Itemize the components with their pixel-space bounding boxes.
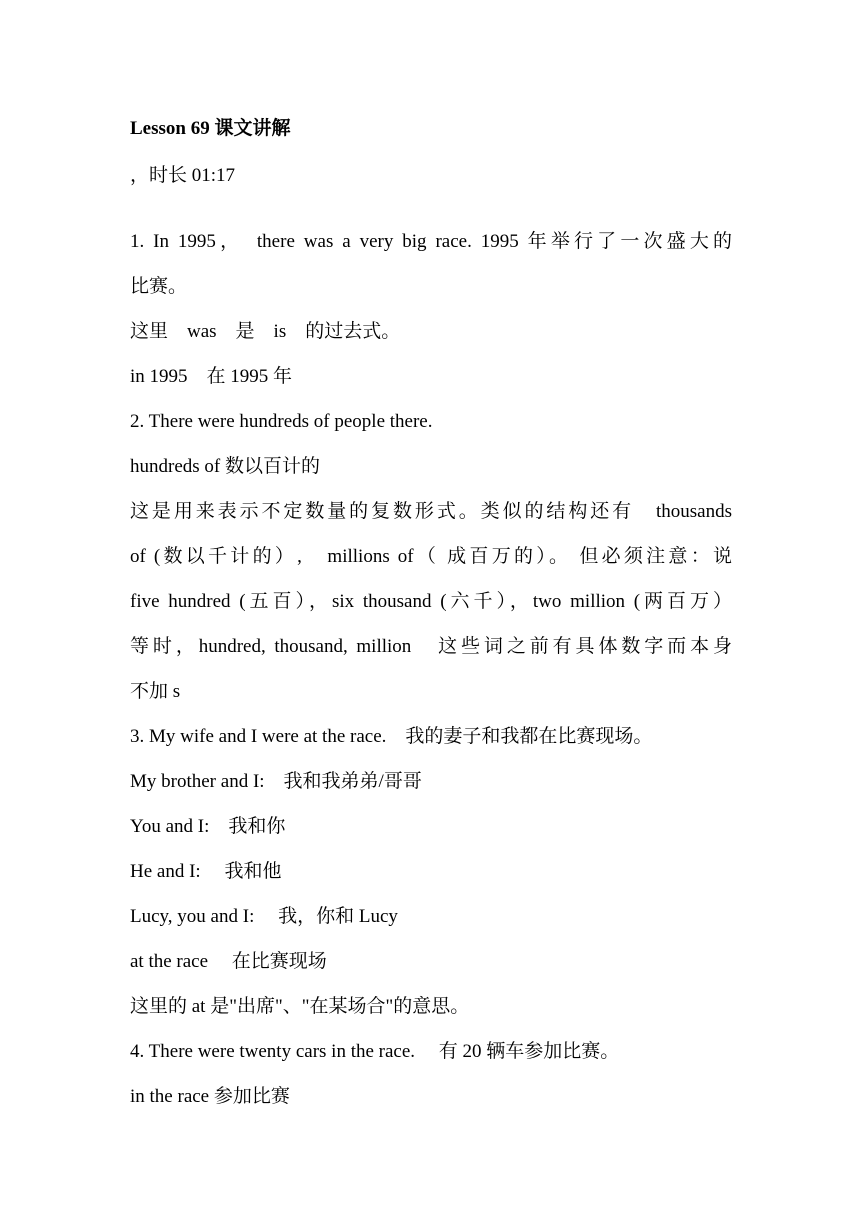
- sentence-3: 3. My wife and I were at the race. 我的妻子和我都在比赛现场。: [130, 726, 653, 747]
- explanation-line-2: of (数以千计的）, millions of（ 成百万的）。 但必须注意：说: [130, 546, 732, 567]
- explanation-line-1: 这是用来表示不定数量的复数形式。类似的结构还有 thousands: [130, 501, 732, 522]
- explanation-line-4: 等时，hundred, thousand, million 这些词之前有具体数字而本身: [130, 636, 732, 657]
- note-in-the-race: in the race 参加比赛: [130, 1086, 290, 1107]
- note-at-the-race: at the race 在比赛现场: [130, 951, 327, 972]
- duration-text: ，时长 01:17: [130, 165, 236, 186]
- lesson-title: Lesson 69 课文讲解: [130, 118, 291, 139]
- example-he: He and I: 我和他: [130, 861, 282, 882]
- note-was: 这里 was 是 is 的过去式。: [130, 321, 401, 342]
- lesson-body: [130, 219, 732, 1119]
- explanation-line-3: five hundred (五百），six thousand (六千），two million (两百万）: [130, 591, 732, 612]
- note-hundreds-of: hundreds of 数以百计的: [130, 456, 320, 477]
- note-at-meaning: 这里的 at 是"出席"、"在某场合"的意思。: [130, 996, 470, 1017]
- sentence-4: 4. There were twenty cars in the race. 有 20 辆车参加比赛。: [130, 1041, 620, 1062]
- example-you: You and I: 我和你: [130, 816, 286, 837]
- sentence-1-line-2: 比赛。: [130, 276, 188, 297]
- example-brother: My brother and I: 我和我弟弟/哥哥: [130, 771, 422, 792]
- sentence-1-line-1: 1. In 1995， there was a very big race. 1995 年举行了一次盛大的: [130, 231, 732, 252]
- example-lucy: Lucy, you and I: 我，你和 Lucy: [130, 906, 398, 927]
- explanation-line-5: 不加 s: [130, 681, 181, 702]
- sentence-2: 2. There were hundreds of people there.: [130, 411, 433, 432]
- note-in-1995: in 1995 在 1995 年: [130, 366, 293, 387]
